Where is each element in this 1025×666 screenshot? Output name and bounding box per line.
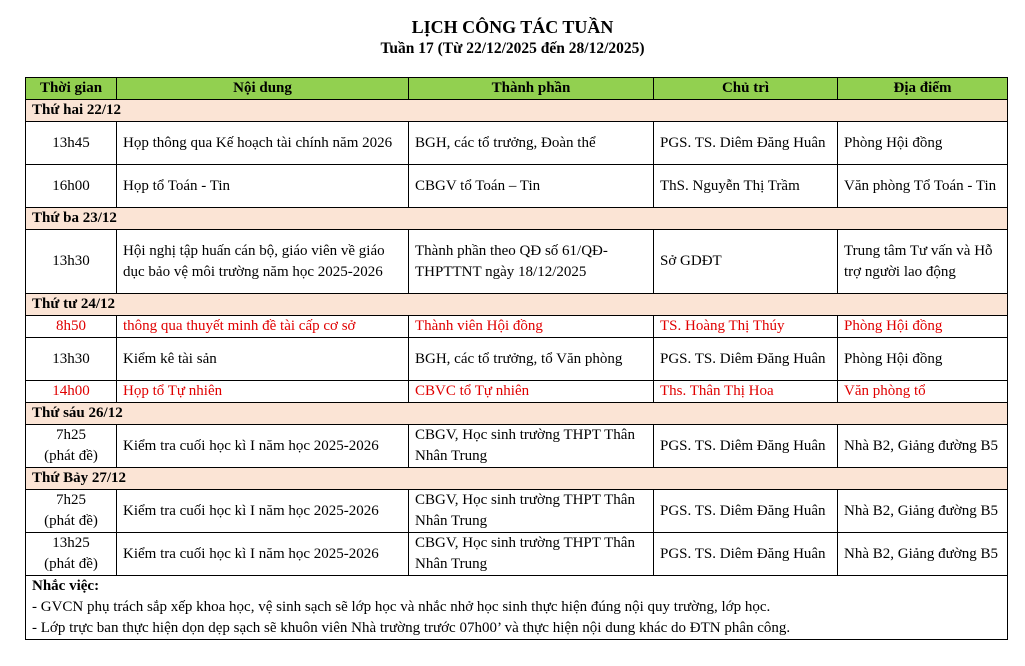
table-row [26,381,1008,403]
cell-time: 7h25 (phát đề) [26,425,117,468]
cell-time: 13h25 (phát đề) [26,533,117,576]
day-row [26,208,1008,230]
cell-time: 14h00 [26,381,117,403]
cell-participants: CBGV, Học sinh trường THPT Thân Nhân Trung [409,425,654,468]
cell-chair: ThS. Nguyễn Thị Trầm [654,165,838,208]
cell-location: Văn phòng Tổ Toán - Tin [838,165,1008,208]
cell-location: Phòng Hội đồng [838,316,1008,338]
cell-chair: PGS. TS. Diêm Đăng Huân [654,338,838,381]
cell-content: Họp tổ Tự nhiên [117,381,409,403]
cell-location: Trung tâm Tư vấn và Hỗ trợ người lao động [838,230,1008,294]
cell-content: Họp tổ Toán - Tin [117,165,409,208]
cell-participants: CBGV tổ Toán – Tin [409,165,654,208]
cell-participants: Thành viên Hội đồng [409,316,654,338]
cell-chair: PGS. TS. Diêm Đăng Huân [654,533,838,576]
cell-chair: Sở GDĐT [654,230,838,294]
cell-content: Kiểm kê tài sản [117,338,409,381]
table-row [26,425,1008,468]
cell-location: Phòng Hội đồng [838,122,1008,165]
cell-participants: CBVC tổ Tự nhiên [409,381,654,403]
cell-time: 13h45 [26,122,117,165]
cell-participants: BGH, các tổ trưởng, tổ Văn phòng [409,338,654,381]
cell-content: Kiểm tra cuối học kì I năm học 2025-2026 [117,490,409,533]
table-row [26,122,1008,165]
col-header-content: Nội dung [117,78,409,100]
page-subtitle: Tuần 17 (Từ 22/12/2025 đến 28/12/2025) [380,40,645,57]
day-row [26,100,1008,122]
cell-content: Kiểm tra cuối học kì I năm học 2025-2026 [117,425,409,468]
notes-row [26,576,1008,640]
cell-time: 8h50 [26,316,117,338]
day-row [26,468,1008,490]
cell-time: 7h25 (phát đề) [26,490,117,533]
cell-location: Nhà B2, Giảng đường B5 [838,490,1008,533]
cell-location: Phòng Hội đồng [838,338,1008,381]
table-row [26,490,1008,533]
day-label: Thứ Bảy 27/12 [26,468,1008,490]
day-row [26,294,1008,316]
day-label: Thứ ba 23/12 [26,208,1008,230]
cell-chair: PGS. TS. Diêm Đăng Huân [654,490,838,533]
cell-participants: Thành phần theo QĐ số 61/QĐ-THPTTNT ngày 18/12/2025 [409,230,654,294]
table-row [26,165,1008,208]
cell-location: Nhà B2, Giảng đường B5 [838,425,1008,468]
cell-participants: CBGV, Học sinh trường THPT Thân Nhân Trung [409,490,654,533]
cell-time: 13h30 [26,338,117,381]
col-header-location: Địa điểm [838,78,1008,100]
cell-location: Nhà B2, Giảng đường B5 [838,533,1008,576]
cell-content: Họp thông qua Kế hoạch tài chính năm 2026 [117,122,409,165]
page-title: LỊCH CÔNG TÁC TUẦN [411,17,614,37]
day-label: Thứ tư 24/12 [26,294,1008,316]
cell-chair: PGS. TS. Diêm Đăng Huân [654,425,838,468]
note-item: - GVCN phụ trách sắp xếp khoa học, vệ sinh sạch sẽ lớp học và nhắc nhở học sinh thực hiện đúng nội quy trường, lớp học. [32,599,771,615]
cell-chair: TS. Hoàng Thị Thúy [654,316,838,338]
cell-location: Văn phòng tổ [838,381,1008,403]
cell-participants: BGH, các tổ trưởng, Đoàn thể [409,122,654,165]
col-header-chair: Chủ trì [654,78,838,100]
cell-content: Kiểm tra cuối học kì I năm học 2025-2026 [117,533,409,576]
table-row [26,338,1008,381]
col-header-time: Thời gian [26,78,117,100]
notes-title: Nhắc việc: [32,578,100,594]
cell-time: 13h30 [26,230,117,294]
day-label: Thứ sáu 26/12 [26,403,1008,425]
notes-cell [26,576,1008,640]
cell-content: thông qua thuyết minh đề tài cấp cơ sở [117,316,409,338]
cell-time: 16h00 [26,165,117,208]
day-label: Thứ hai 22/12 [26,100,1008,122]
cell-participants: CBGV, Học sinh trường THPT Thân Nhân Trung [409,533,654,576]
day-row [26,403,1008,425]
table-header-row [26,78,1008,100]
cell-content: Hội nghị tập huấn cán bộ, giáo viên về giáo dục bảo vệ môi trường năm học 2025-2026 [117,230,409,294]
table-row [26,316,1008,338]
cell-chair: PGS. TS. Diêm Đăng Huân [654,122,838,165]
col-header-participants: Thành phần [409,78,654,100]
cell-chair: Ths. Thân Thị Hoa [654,381,838,403]
note-item: - Lớp trực ban thực hiện dọn dẹp sạch sẽ khuôn viên Nhà trường trước 07h00’ và thực hiện nội dung khác do ĐTN phân công. [32,620,791,636]
table-row [26,533,1008,576]
schedule-table [25,77,1008,640]
table-row [26,230,1008,294]
